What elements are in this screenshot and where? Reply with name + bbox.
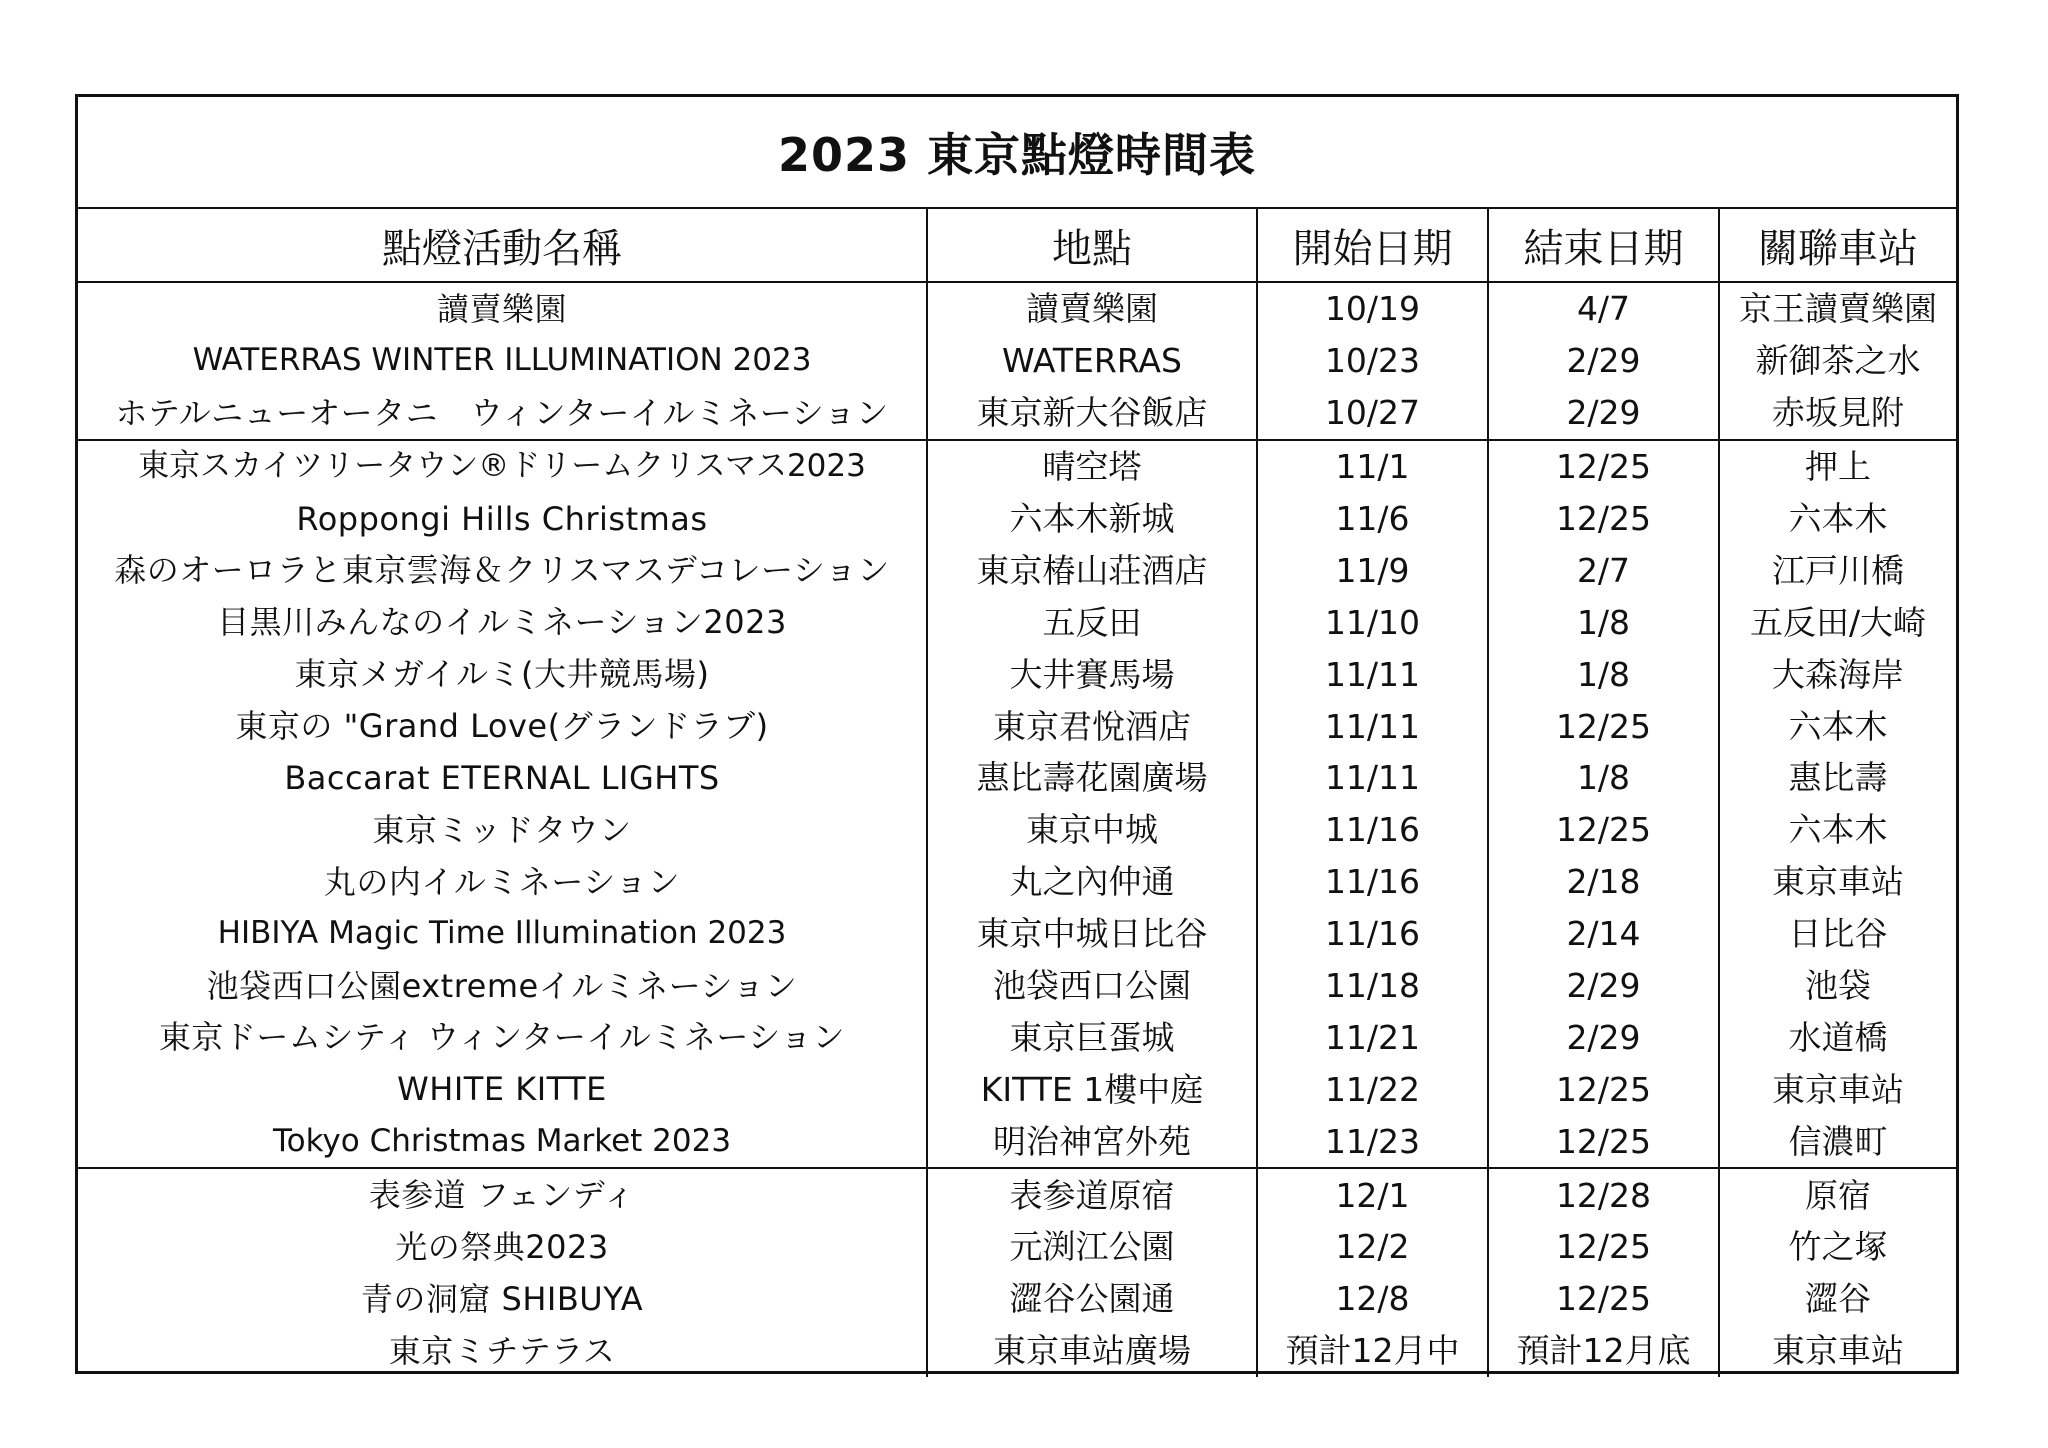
station-cell: 東京車站 xyxy=(1719,1325,1956,1377)
table-row xyxy=(78,596,1956,648)
table-row xyxy=(78,1221,1956,1273)
station-cell: 信濃町 xyxy=(1719,1115,1956,1168)
location-cell: 池袋西口公園 xyxy=(927,960,1257,1012)
station-cell: 六本木 xyxy=(1719,700,1956,752)
location-cell: KITTE 1樓中庭 xyxy=(927,1063,1257,1115)
end-date-cell: 12/25 xyxy=(1488,440,1719,493)
location-cell: 東京巨蛋城 xyxy=(927,1011,1257,1063)
start-date-cell: 11/6 xyxy=(1257,493,1488,545)
location-cell: 東京中城 xyxy=(927,804,1257,856)
start-date-cell: 12/2 xyxy=(1257,1221,1488,1273)
header-end-date: 結束日期 xyxy=(1488,209,1719,282)
header-start-date: 開始日期 xyxy=(1257,209,1488,282)
table-row xyxy=(78,804,1956,856)
start-date-cell: 11/16 xyxy=(1257,856,1488,908)
table-row xyxy=(78,440,1956,493)
end-date-cell: 12/25 xyxy=(1488,804,1719,856)
event-name-cell: 光の祭典2023 xyxy=(395,1227,609,1266)
start-date-cell: 11/11 xyxy=(1257,752,1488,804)
table-row xyxy=(78,282,1956,335)
end-date-cell: 2/29 xyxy=(1488,335,1719,387)
event-name-cell: 東京ドームシティ ウィンターイルミネーション xyxy=(158,1018,846,1057)
header-row xyxy=(78,209,1956,282)
end-date-cell: 2/18 xyxy=(1488,856,1719,908)
start-date-cell: 11/22 xyxy=(1257,1063,1488,1115)
end-date-cell: 12/25 xyxy=(1488,493,1719,545)
header-location: 地點 xyxy=(927,209,1257,282)
start-date-cell: 11/11 xyxy=(1257,700,1488,752)
table-row xyxy=(78,1115,1956,1168)
header-event-name: 點燈活動名稱 xyxy=(78,209,927,282)
station-cell: 江戸川橋 xyxy=(1719,544,1956,596)
table-row xyxy=(78,856,1956,908)
start-date-cell: 11/21 xyxy=(1257,1011,1488,1063)
table-row xyxy=(78,960,1956,1012)
event-name-cell: 東京ミチテラス xyxy=(388,1331,616,1370)
end-date-cell: 2/7 xyxy=(1488,544,1719,596)
start-date-cell: 預計12月中 xyxy=(1257,1325,1488,1377)
location-cell: 晴空塔 xyxy=(927,440,1257,493)
station-cell: 原宿 xyxy=(1719,1168,1956,1221)
table-row xyxy=(78,1063,1956,1115)
end-date-cell: 2/29 xyxy=(1488,1011,1719,1063)
table-row xyxy=(78,544,1956,596)
station-cell: 水道橋 xyxy=(1719,1011,1956,1063)
event-name-cell: 青の洞窟 SHIBUYA xyxy=(360,1279,644,1318)
header-station: 關聯車站 xyxy=(1719,209,1956,282)
start-date-cell: 10/23 xyxy=(1257,335,1488,387)
table-row xyxy=(78,648,1956,700)
end-date-cell: 1/8 xyxy=(1488,648,1719,700)
location-cell: 東京椿山荘酒店 xyxy=(927,544,1257,596)
end-date-cell: 2/14 xyxy=(1488,908,1719,960)
end-date-cell: 12/28 xyxy=(1488,1168,1719,1221)
station-cell: 大森海岸 xyxy=(1719,648,1956,700)
table-row xyxy=(78,335,1956,387)
start-date-cell: 11/10 xyxy=(1257,596,1488,648)
event-name-cell: 池袋西口公園extremeイルミネーション xyxy=(206,966,798,1005)
start-date-cell: 11/1 xyxy=(1257,440,1488,493)
table-row xyxy=(78,1168,1956,1221)
start-date-cell: 10/27 xyxy=(1257,387,1488,440)
start-date-cell: 11/9 xyxy=(1257,544,1488,596)
illumination-schedule-table xyxy=(78,209,1956,1377)
event-name-cell: 目黒川みんなのイルミネーション2023 xyxy=(217,603,787,642)
event-name-cell: Roppongi Hills Christmas xyxy=(296,499,708,538)
station-cell: 竹之塚 xyxy=(1719,1221,1956,1273)
event-name-cell: HIBIYA Magic Time Illumination 2023 xyxy=(217,915,787,952)
end-date-cell: 1/8 xyxy=(1488,596,1719,648)
location-cell: 東京車站廣場 xyxy=(927,1325,1257,1377)
end-date-cell: 預計12月底 xyxy=(1488,1325,1719,1377)
location-cell: 讀賣樂園 xyxy=(927,282,1257,335)
end-date-cell: 4/7 xyxy=(1488,282,1719,335)
location-cell: 五反田 xyxy=(927,596,1257,648)
event-name-cell: 東京スカイツリータウン®ドリームクリスマス2023 xyxy=(78,440,927,493)
station-cell: 赤坂見附 xyxy=(1719,387,1956,440)
location-cell: 東京新大谷飯店 xyxy=(927,387,1257,440)
location-cell: 表参道原宿 xyxy=(927,1168,1257,1221)
station-cell: 日比谷 xyxy=(1719,908,1956,960)
station-cell: 六本木 xyxy=(1719,493,1956,545)
table-row xyxy=(78,752,1956,804)
start-date-cell: 11/16 xyxy=(1257,908,1488,960)
start-date-cell: 11/18 xyxy=(1257,960,1488,1012)
station-cell: 池袋 xyxy=(1719,960,1956,1012)
start-date-cell: 11/16 xyxy=(1257,804,1488,856)
table-body xyxy=(78,282,1956,1377)
end-date-cell: 12/25 xyxy=(1488,700,1719,752)
event-name-cell: Tokyo Christmas Market 2023 xyxy=(272,1122,732,1159)
event-name-cell: 丸の内イルミネーション xyxy=(323,862,681,901)
station-cell: 京王讀賣樂園 xyxy=(1719,282,1956,335)
start-date-cell: 11/11 xyxy=(1257,648,1488,700)
start-date-cell: 12/8 xyxy=(1257,1273,1488,1325)
end-date-cell: 12/25 xyxy=(1488,1221,1719,1273)
location-cell: 澀谷公園通 xyxy=(927,1273,1257,1325)
page-title: 2023 東京點燈時間表 xyxy=(78,97,1956,209)
event-name-cell: WATERRAS WINTER ILLUMINATION 2023 xyxy=(192,342,812,379)
start-date-cell: 11/23 xyxy=(1257,1115,1488,1168)
table-row xyxy=(78,493,1956,545)
location-cell: 東京君悅酒店 xyxy=(927,700,1257,752)
schedule-sheet xyxy=(75,94,1959,1374)
event-name-cell: 表参道 フェンディ xyxy=(78,1168,927,1221)
station-cell: 六本木 xyxy=(1719,804,1956,856)
event-name-cell: WHITE KITTE xyxy=(397,1070,607,1109)
location-cell: 元渕江公園 xyxy=(927,1221,1257,1273)
end-date-cell: 12/25 xyxy=(1488,1115,1719,1168)
event-name-cell: 東京ミッドタウン xyxy=(372,810,632,849)
event-name-cell: 森のオーロラと東京雲海＆クリスマスデコレーション xyxy=(114,551,890,590)
station-cell: 押上 xyxy=(1719,440,1956,493)
station-cell: 新御茶之水 xyxy=(1719,335,1956,387)
location-cell: 丸之內仲通 xyxy=(927,856,1257,908)
location-cell: 明治神宮外苑 xyxy=(927,1115,1257,1168)
start-date-cell: 12/1 xyxy=(1257,1168,1488,1221)
location-cell: 東京中城日比谷 xyxy=(927,908,1257,960)
location-cell: 六本木新城 xyxy=(927,493,1257,545)
event-name-cell: 讀賣樂園 xyxy=(436,289,567,328)
station-cell: 五反田/大崎 xyxy=(1719,596,1956,648)
station-cell: 惠比壽 xyxy=(1719,752,1956,804)
location-cell: WATERRAS xyxy=(927,335,1257,387)
table-row xyxy=(78,1273,1956,1325)
location-cell: 大井賽馬場 xyxy=(927,648,1257,700)
event-name-cell: ホテルニューオータニ ウィンターイルミネーション xyxy=(115,393,889,432)
table-row xyxy=(78,1325,1956,1377)
station-cell: 東京車站 xyxy=(1719,856,1956,908)
station-cell: 澀谷 xyxy=(1719,1273,1956,1325)
table-row xyxy=(78,908,1956,960)
event-name-cell: Baccarat ETERNAL LIGHTS xyxy=(284,758,720,797)
station-cell: 東京車站 xyxy=(1719,1063,1956,1115)
end-date-cell: 2/29 xyxy=(1488,960,1719,1012)
event-name-cell: 東京の "Grand Love(グランドラブ) xyxy=(235,707,769,746)
table-row xyxy=(78,387,1956,440)
end-date-cell: 12/25 xyxy=(1488,1063,1719,1115)
table-row xyxy=(78,700,1956,752)
end-date-cell: 1/8 xyxy=(1488,752,1719,804)
end-date-cell: 12/25 xyxy=(1488,1273,1719,1325)
event-name-cell: 東京メガイルミ(大井競馬場) xyxy=(294,655,710,694)
end-date-cell: 2/29 xyxy=(1488,387,1719,440)
location-cell: 惠比壽花園廣場 xyxy=(927,752,1257,804)
start-date-cell: 10/19 xyxy=(1257,282,1488,335)
table-row xyxy=(78,1011,1956,1063)
